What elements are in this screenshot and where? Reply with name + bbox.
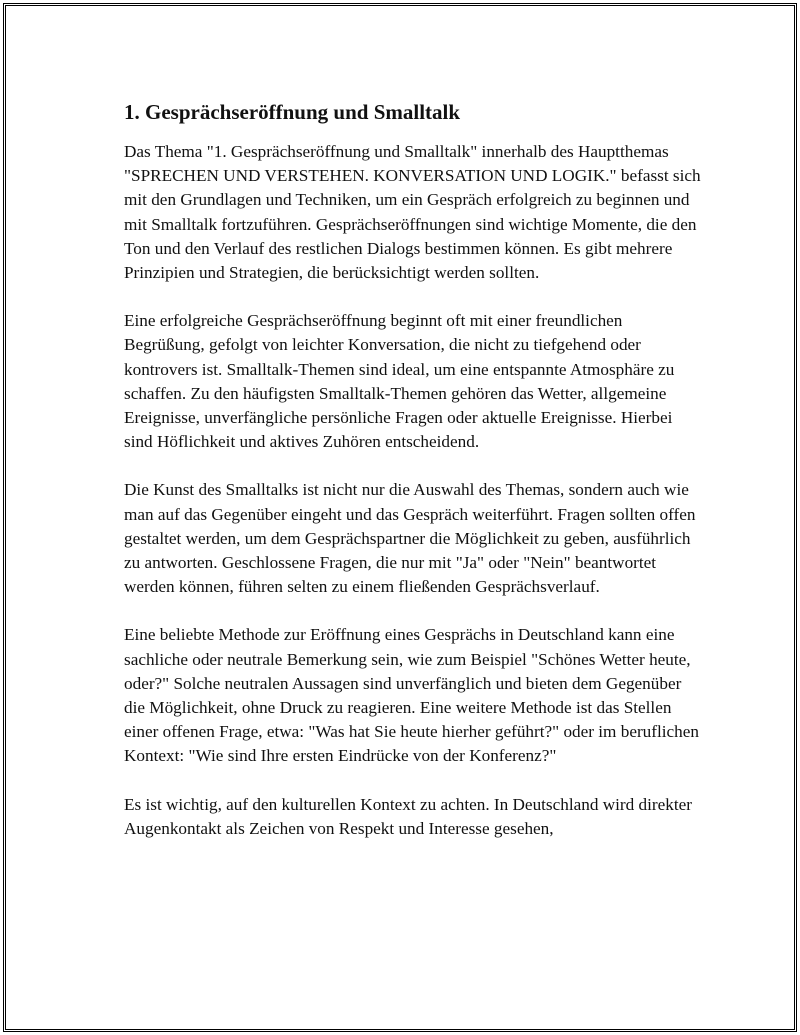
paragraph-2: Eine erfolgreiche Gesprächseröffnung beginnt oft mit einer freundlichen Begrüßung, gefolgt von leichter Konversation, die nicht zu tiefgehend oder kontrovers ist. Smalltalk-Themen sind ideal, um eine entspannte Atmosphäre zu schaffen. Zu den häufigsten Smalltalk-Themen gehören das Wetter, allgemeine Ereignisse, unverfängliche persönliche Fragen oder aktuelle Ereignisse. Hierbei sind Höflichkeit und aktives Zuhören entscheidend. xyxy=(124,311,675,452)
section-heading: 1. Gesprächseröffnung und Smalltalk xyxy=(124,100,461,124)
paragraph-1: Das Thema "1. Gesprächseröffnung und Smalltalk" innerhalb des Hauptthemas "SPRECHEN UND VERSTEHEN. KONVERSATION UND LOGIK." befasst sich mit den Grundlagen und Techniken, um ein Gespräch erfolgreich zu beginnen und mit Smalltalk fortzuführen. Gesprächseröffnungen sind wichtige Momente, die den Ton und den Verlauf des restlichen Dialogs bestimmen können. Es gibt mehrere Prinzipien und Strategien, die berücksichtigt werden sollten. xyxy=(124,142,701,283)
document-body xyxy=(124,98,704,865)
page-frame xyxy=(3,3,797,1032)
paragraph-4: Eine beliebte Methode zur Eröffnung eines Gesprächs in Deutschland kann eine sachliche oder neutrale Bemerkung sein, wie zum Beispiel "Schönes Wetter heute, oder?" Solche neutralen Aussagen sind unverfänglich und bieten dem Gegenüber die Möglichkeit, ohne Druck zu reagieren. Eine weitere Methode ist das Stellen einer offenen Frage, etwa: "Was hat Sie heute hierher geführt?" oder im beruflichen Kontext: "Wie sind Ihre ersten Eindrücke von der Konferenz?" xyxy=(124,625,699,766)
paragraph-5: Es ist wichtig, auf den kulturellen Kontext zu achten. In Deutschland wird direkter Augenkontakt als Zeichen von Respekt und Interesse gesehen, xyxy=(124,794,692,838)
paragraph-3: Die Kunst des Smalltalks ist nicht nur die Auswahl des Themas, sondern auch wie man auf das Gegenüber eingeht und das Gespräch weiterführt. Fragen sollten offen gestaltet werden, um dem Gesprächspartner die Möglichkeit zu geben, ausführlich zu antworten. Geschlossene Fragen, die nur mit "Ja" oder "Nein" beantwortet werden können, führen selten zu einem fließenden Gesprächsverlauf. xyxy=(124,480,696,597)
